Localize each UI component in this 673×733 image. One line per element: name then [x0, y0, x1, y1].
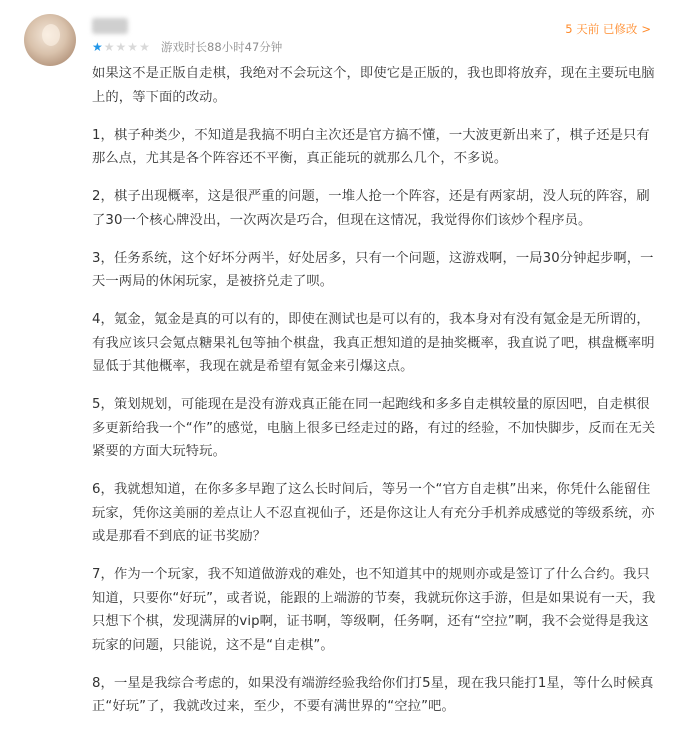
- playtime-label: 游戏时长88小时47分钟: [161, 40, 283, 54]
- star-empty-icon: ★: [115, 40, 128, 54]
- star-filled-icon: ★: [92, 40, 104, 54]
- chevron-right-icon: >: [641, 22, 651, 36]
- review-paragraph: 7，作为一个玩家，我不知道做游戏的难处，也不知道其中的规则亦或是签订了什么合约。我只知道，只要你“好玩”，或者说，能跟的上端游的节奏，我就玩你这手游，但是如果说有一天，我只想下个棋，发现满屏的vip啊，证书啊，等级啊，任务啊，还有“空拉”啊，我不会觉得是我这玩家的问题，只能说，这不是“自走棋”。: [92, 567, 656, 653]
- review-paragraph: 2，棋子出现概率，这是很严重的问题，一堆人抢一个阵容，还是有两家胡，没人玩的阵容，刷了30一个核心牌没出，一次两次是巧合，但现在这情况，我觉得你们该炒个程序员。: [92, 189, 650, 228]
- review-paragraph: 1，棋子种类少，不知道是我搞不明白主次还是官方搞不懂，一大波更新出来了，棋子还是只有那么点，尤其是各个阵容还不平衡，真正能玩的就那么几个，不多说。: [92, 127, 650, 166]
- review-paragraph: 5，策划规划，可能现在是没有游戏真正能在同一起跑线和多多自走棋较量的原因吧，自走棋很多更新给我一个“作”的感觉，电脑上很多已经走过的路，有过的经验，不加快脚步，反而在无关紧要的方面大玩特玩。: [92, 397, 656, 459]
- user-avatar[interactable]: [24, 14, 76, 66]
- star-empty-icon: ★: [103, 40, 116, 54]
- review-paragraph: 如果这不是正版自走棋，我绝对不会玩这个，即使它是正版的，我也即将放弃，现在主要玩电脑上的，等下面的改动。: [92, 66, 655, 105]
- edited-label: 已修改: [602, 22, 638, 36]
- post-time: 5 天前: [565, 22, 600, 36]
- review-paragraph: 4，氪金，氪金是真的可以有的，即使在测试也是可以有的，我本身对有没有氪金是无所谓的，有我应该只会氪点糖果礼包等抽个棋盘，我真正想知道的是抽奖概率，我直说了吧，棋盘概率明显低于其他概率，我现在就是希望有氪金来引爆这点。: [92, 312, 655, 374]
- edit-history-link[interactable]: [565, 22, 651, 36]
- username-blurred[interactable]: [92, 18, 128, 34]
- review-paragraph: 8，一星是我综合考虑的，如果没有端游经验我给你们打5星，现在我只能打1星，等什么时候真正“好玩”了，我就改过来，至少，不要有满世界的“空拉”吧。: [92, 675, 654, 714]
- review-body: [92, 62, 658, 733]
- star-empty-icon: ★: [127, 40, 140, 54]
- review-paragraph: 6，我就想知道，在你多多早跑了这么长时间后，等另一个“官方自走棋”出来，你凭什么能留住玩家，凭你这美丽的差点让人不忍直视仙子，还是你这让人有充分手机养成感觉的等级系统，亦或是那看不到底的证书奖励？: [92, 482, 655, 544]
- review-paragraph: 3，任务系统，这个好坏分两半，好处居多，只有一个问题，这游戏啊，一局30分钟起步啊，一天一两局的休闲玩家，是被挤兑走了呗。: [92, 250, 654, 289]
- star-empty-icon: ★: [139, 40, 151, 54]
- rating-stars: [92, 40, 151, 54]
